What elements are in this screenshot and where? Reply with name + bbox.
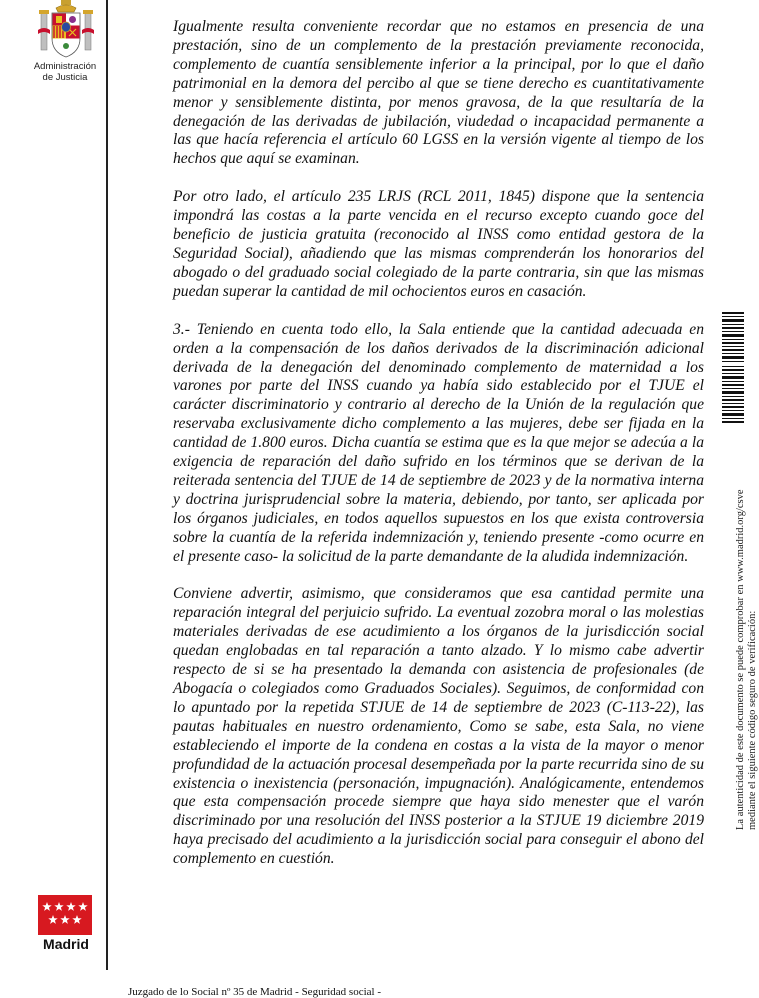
institution-label-line: Administración bbox=[33, 61, 97, 72]
verification-note-line: mediante el siguiente código seguro de verificación: bbox=[747, 610, 758, 830]
verification-note bbox=[735, 390, 759, 830]
paragraph: Igualmente resulta conveniente recordar que no estamos en presencia de una prestación, sino de un complemento de la prestación previamente reconocida, complemento de cuantía sensiblemente inferior a la principal, por lo que el daño patrimonial en la demora del percibo al que se tiene derecho es cuantitativamente menor y sensiblemente distinta, por menos gravosa, de la que resultaría de la denegación de las derivadas de jubilación, viudedad o incapacidad permanente a las que hacía referencia el artículo 60 LGSS en la versión vigente al tiempo de los hechos que aquí se examinan. bbox=[173, 18, 704, 168]
paragraph: Por otro lado, el artículo 235 LRJS (RCL 2011, 1845) dispone que la sentencia impondrá las costas a la parte vencida en el recurso excepto cuando goce del beneficio de justicia gratuita (reconocido al INSS como entidad gestora de la Seguridad Social), añadiendo que las mismas comprenderán los honorarios del abogado o del graduado social colegiado de la parte contraria, sin que las mismas puedan superar la cantidad de mil ochocientos euros en casación. bbox=[173, 188, 704, 300]
madrid-flag-icon bbox=[38, 895, 92, 935]
spain-coat-of-arms-icon bbox=[34, 0, 98, 60]
paragraph: 3.- Teniendo en cuenta todo ello, la Sala entiende que la cantidad adecuada en orden a la compensación de los daños derivados de la discriminación adicional derivada de la denegación del denominado complemento de maternidad a los varones por parte del INSS cuando ya había sido establecido por el TJUE el carácter discriminatorio y contrario al derecho de la Unión de la regulación que reservaba exclusivamente dicho complemento a las mujeres, debe ser fijada en la cantidad de 1.800 euros. Dicha cuantía se estima que es la que mejor se adecúa a la exigencia de reparación del daño sufrido en los términos que se derivan de la reiterada sentencia del TJUE de 14 de septiembre de 2023 y de la normativa interna y doctrina jurisprudencial sobre la materia, debiendo, por tanto, ser aplicada por los órganos judiciales, en todos aquellos supuestos en los que exista controversia sobre la cuantía de la referida indemnización y, teniendo presente -como ocurre en el presente caso- la solicitud de la parte demandante de la aludida indemnización. bbox=[173, 320, 704, 565]
page-footer: Juzgado de lo Social nº 35 de Madrid - Seguridad social - bbox=[128, 986, 381, 998]
institution-label bbox=[18, 61, 112, 83]
margin-divider bbox=[106, 0, 108, 970]
verification-note-line: La autenticidad de este documento se puede comprobar en www.madrid.org/csve bbox=[735, 489, 746, 830]
paragraph: Conviene advertir, asimismo, que consideramos que esa cantidad permite una reparación integral del perjuicio sufrido. La eventual zozobra moral o las molestias materiales derivadas de ese acudimiento a los órganos de la jurisdicción social quedan englobadas en tal reparación a tanto alzado. Y lo mismo cabe advertir respecto de si se ha presentado la demanda con asistencia de profesionales (de Abogacía o colegiados como Graduados Sociales). Seguimos, de conformidad con lo apuntado por la repetida STJUE de 14 de septiembre de 2023 (C-113-22), las pautas habituales en nuestro ordenamiento, Como se sabe, esta Sala, no viene estableciendo el importe de la condena en costas a la vista de la mayor o menor profundidad de la actuación procesal desempeñada por la parte recurrida sino de su existencia o inexistencia (personación, impugnación). Analógicamente, entendemos que esta compensación procede siempre que haya sido menester que el varón discriminado por una resolución del INSS posterior a la STJUE 19 diciembre 2019 haya precisado del acudimiento a la jurisdicción social para conseguir el abono del complemento en cuestión. bbox=[173, 585, 704, 868]
madrid-logo-label: Madrid bbox=[43, 936, 89, 952]
institution-label-line: de Justicia bbox=[42, 72, 88, 83]
document-body bbox=[173, 18, 704, 888]
